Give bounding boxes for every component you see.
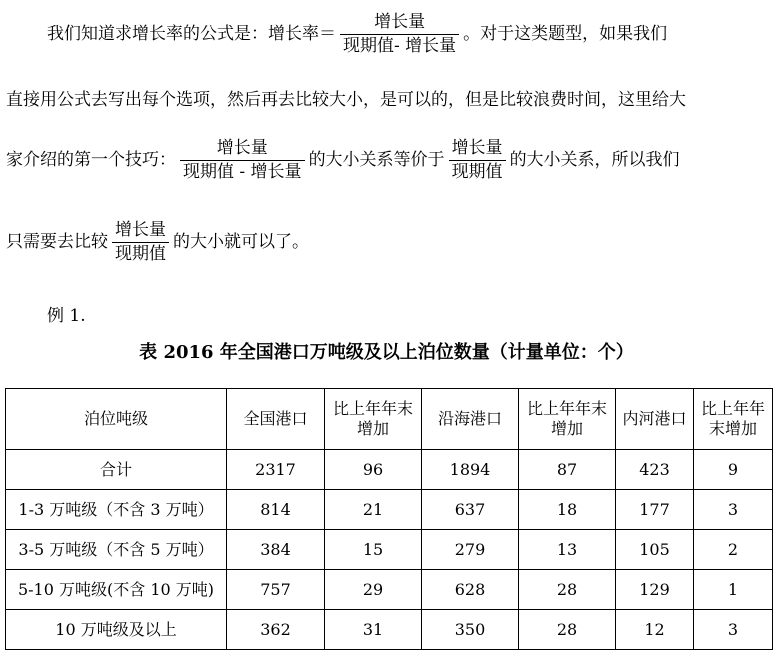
table-cell: 2 [694, 530, 773, 570]
paragraph-line-2: 直接用公式去写出每个选项，然后再去比较大小，是可以的，但是比较浪费时间，这里给大 [6, 90, 686, 110]
fraction-denominator: 现期值 [449, 160, 506, 181]
table-cell: 18 [519, 490, 616, 530]
table-cell: 129 [616, 570, 694, 610]
table-cell: 423 [616, 450, 694, 490]
line4-prefix: 只需要去比较 [6, 232, 108, 252]
table-cell: 384 [227, 530, 325, 570]
fraction-a [180, 140, 305, 181]
table-cell: 31 [325, 610, 422, 650]
table-row [6, 530, 773, 570]
example-label: 例 1. [47, 306, 86, 326]
paragraph-line-1 [47, 14, 667, 55]
table-cell: 29 [325, 570, 422, 610]
fraction-numerator: 增长量 [115, 220, 166, 240]
line4-suffix: 的大小就可以了。 [173, 232, 309, 252]
formula-lhs: 增长率＝ [268, 24, 336, 44]
table-cell: 362 [227, 610, 325, 650]
line3-suffix: 的大小关系，所以我们 [509, 150, 680, 170]
header-cell: 内河港口 [616, 389, 694, 450]
table-cell: 87 [519, 450, 616, 490]
line3-mid: 的大小关系等价于 [308, 150, 445, 170]
line1-suffix: 。对于这类题型，如果我们 [463, 24, 668, 44]
table-cell: 3 [694, 490, 773, 530]
table-row [6, 610, 773, 650]
table-cell: 177 [616, 490, 694, 530]
table-cell: 15 [325, 530, 422, 570]
paragraph-line-3 [6, 140, 680, 181]
table-cell: 757 [227, 570, 325, 610]
table-cell: 1-3 万吨级（不含 3 万吨） [6, 490, 227, 530]
table-cell: 3-5 万吨级（不含 5 万吨） [6, 530, 227, 570]
header-cell: 比上年年末增加 [694, 389, 773, 450]
table-cell: 9 [694, 450, 773, 490]
header-cell: 比上年年末增加 [519, 389, 616, 450]
table-cell: 12 [616, 610, 694, 650]
table-cell: 10 万吨级及以上 [6, 610, 227, 650]
table-row [6, 450, 773, 490]
fraction-denominator: 现期值- 增长量 [340, 34, 459, 55]
table-cell: 2317 [227, 450, 325, 490]
fraction-c [112, 222, 169, 263]
fraction-numerator: 增长量 [451, 138, 503, 158]
fraction-denominator: 现期值 [112, 242, 169, 263]
table-header-row [6, 389, 773, 450]
table-cell: 13 [519, 530, 616, 570]
table-cell: 3 [694, 610, 773, 650]
table-caption: 表 2016 年全国港口万吨级及以上泊位数量（计量单位：个） [139, 342, 634, 363]
table-cell: 350 [422, 610, 519, 650]
fraction-numerator: 增长量 [216, 138, 268, 158]
table-cell: 28 [519, 610, 616, 650]
growth-rate-fraction [340, 14, 459, 55]
header-cell: 泊位吨级 [6, 389, 227, 450]
table-cell: 628 [422, 570, 519, 610]
fraction-b [449, 140, 506, 181]
header-cell: 全国港口 [227, 389, 325, 450]
table-cell: 96 [325, 450, 422, 490]
table-cell: 28 [519, 570, 616, 610]
table-cell: 637 [422, 490, 519, 530]
line1-prefix: 我们知道求增长率的公式是： [47, 24, 268, 44]
paragraph-line-4 [6, 222, 309, 263]
table-cell: 合计 [6, 450, 227, 490]
table-cell: 105 [616, 530, 694, 570]
table-cell: 5-10 万吨级(不含 10 万吨) [6, 570, 227, 610]
fraction-numerator: 增长量 [374, 12, 426, 32]
table-cell: 814 [227, 490, 325, 530]
fraction-denominator: 现期值 - 增长量 [180, 160, 305, 181]
berth-table [5, 388, 773, 650]
table-row [6, 570, 773, 610]
header-cell: 比上年年末增加 [325, 389, 422, 450]
table-row [6, 490, 773, 530]
table-cell: 1894 [422, 450, 519, 490]
header-cell: 沿海港口 [422, 389, 519, 450]
line3-prefix: 家介绍的第一个技巧： [6, 150, 176, 170]
table-cell: 279 [422, 530, 519, 570]
table-cell: 1 [694, 570, 773, 610]
table-cell: 21 [325, 490, 422, 530]
